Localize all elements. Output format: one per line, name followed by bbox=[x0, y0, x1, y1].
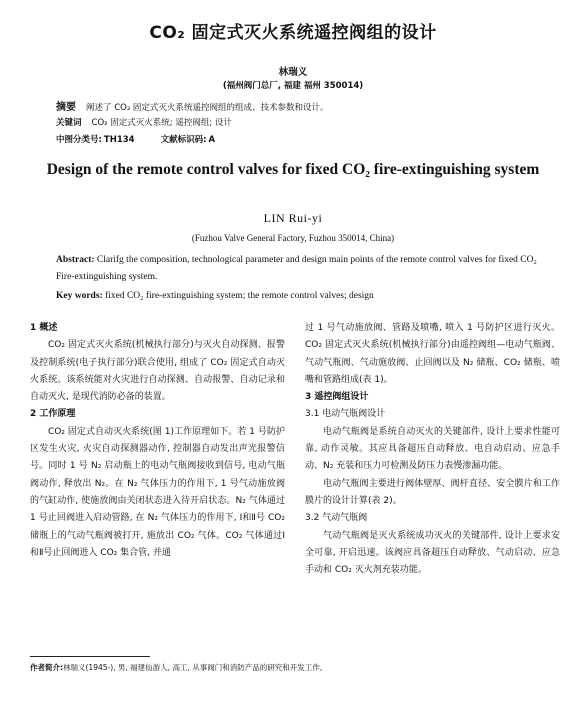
paper-title-cn: CO₂ 固定式灭火系统遥控阀组的设计 bbox=[149, 23, 437, 43]
footnote-label: 作者简介: bbox=[30, 663, 63, 672]
section-3-1-paragraph-2: 电动气瓶阀主要进行阀体壁厚、阀杆直径、安全膜片和工作膜片的设计计算(表 2)。 bbox=[305, 478, 560, 506]
doc-code-label: 文献标识码: bbox=[160, 135, 207, 145]
section-3-1-paragraph-1: 电动气瓶阀是系统自动灭火的关键部件, 设计上要求性能可靠, 动作灵敏。其应具备超压自动释放、电自动启动、应急手动、N₂ 充装和压力可检测及防压力表慢渗漏功能。 bbox=[305, 426, 560, 472]
abstract-en bbox=[56, 252, 542, 286]
keywords-en-text: fixed CO₂ fire-extinguishing system; the remote control valves; design bbox=[105, 291, 374, 301]
clc-value: TH134 bbox=[103, 135, 135, 145]
keywords-cn-label: 关键词 bbox=[56, 118, 82, 128]
section-2-paragraph: CO₂ 固定式自动灭火系统(图 1)工作原理如下。若 1 号防护区发生火灾, 火灾自动探测器动作, 控制器自动发出声光报警信号。同时 1 号 N₂ 启动瓶上的电动气瓶阀接收到信号, 电动气瓶阀动作, 释放出 N₂。在 N₂ 气体压力的作用下, 1 号气动施放阀的气缸动作, 使施放阀由关闭状态进入待开启状态。N₂ 气体通过 1 号止回阀进入启动管路, 在 N₂ 气体压力的作用下, Ⅰ和Ⅱ号 CO₂ 储瓶上的气动气瓶阀被打开, 施放出 CO₂ 气体。CO₂ 气体通过Ⅰ和Ⅱ号止回阀进入 CO₂ 集合管, 并通 bbox=[30, 426, 285, 558]
body-column-right bbox=[305, 320, 560, 579]
section-2-continued-paragraph: 过 1 号气动施放阀、管路及喷嘴, 喷入 1 号防护区进行灭火。CO₂ 固定式灭火系统(机械执行部分)由遥控阀组—电动气瓶阀、气动气瓶阀、气动施放阀、止回阀以及 N₂ 储瓶、CO₂ 储瓶、喷嘴和管路组成(表 1)。 bbox=[305, 323, 560, 385]
author-footnote bbox=[30, 662, 327, 673]
footnote-divider bbox=[30, 656, 150, 657]
author-name-en: LIN Rui-yi bbox=[263, 211, 323, 225]
keywords-en bbox=[56, 288, 542, 305]
section-1-heading: 1 概述 bbox=[30, 323, 58, 333]
paper-title-en: Design of the remote control valves for fixed CO₂ fire-extinguishing system bbox=[46, 161, 540, 178]
abstract-en-label: Abstract: bbox=[56, 255, 95, 265]
abstract-cn bbox=[56, 98, 328, 113]
affiliation-en: (Fuzhou Valve General Factory, Fuzhou 350014, China) bbox=[191, 233, 395, 243]
section-1-paragraph: CO₂ 固定式灭火系统(机械执行部分)与灭火自动探测、报警及控制系统(电子执行部分)联合使用, 组成了 CO₂ 固定式自动灭火系统。该系统能对火灾进行自动探测、自动报警、自动记录和自动灭火, 是现代消防必备的装置。 bbox=[30, 340, 285, 403]
affiliation-cn: (福州阀门总厂, 福建 福州 350014) bbox=[222, 81, 364, 91]
section-3-2-heading: 3.2 气动气瓶阀 bbox=[305, 513, 368, 524]
abstract-cn-text: 阐述了 CO₂ 固定式灭火系统遥控阀组的组成、技术参数和设计。 bbox=[86, 103, 329, 113]
footnote-text: 林瑞义(1945-), 男, 福建仙游人, 高工, 从事阀门和消防产品的研究和开发工作。 bbox=[63, 663, 328, 672]
section-3-2-paragraph: 气动气瓶阀是灭火系统成功灭火的关键部件, 设计上要求安全可靠, 开启迅速。该阀应具备超压自动释放、气动启动、应急手动和 CO₂ 灭火剂充装功能。 bbox=[305, 530, 560, 576]
section-3-1-heading: 3.1 电动气瓶阀设计 bbox=[305, 409, 386, 420]
keywords-cn-text: CO₂ 固定式灭火系统; 遥控阀组; 设计 bbox=[91, 118, 232, 128]
abstract-cn-label: 摘要 bbox=[56, 102, 76, 113]
abstract-en-text: Clarifg the composition, technological parameter and design main points of the remote control valves for fixed CO₂ Fire-extinguishing system. bbox=[56, 255, 537, 282]
keywords-cn bbox=[56, 116, 232, 128]
doc-code-value: A bbox=[208, 135, 216, 145]
section-3-heading: 3 遥控阀组设计 bbox=[305, 392, 369, 403]
clc-label: 中图分类号: bbox=[56, 135, 102, 145]
keywords-en-label: Key words: bbox=[56, 291, 103, 301]
section-2-heading: 2 工作原理 bbox=[30, 409, 76, 420]
classification-line bbox=[56, 133, 215, 145]
author-name-cn: 林瑞义 bbox=[278, 67, 308, 78]
body-column-left bbox=[30, 320, 285, 562]
